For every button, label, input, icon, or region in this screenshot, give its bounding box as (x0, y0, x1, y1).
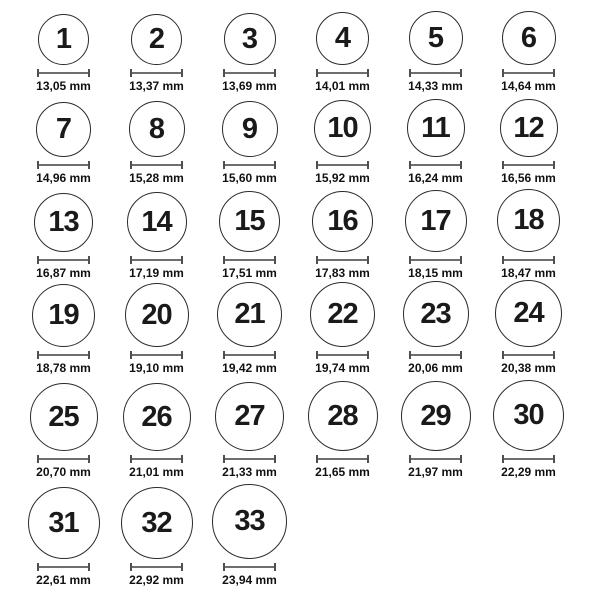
size-item (482, 380, 575, 480)
diameter-label: 20,70 mm (36, 465, 91, 479)
diameter-label: 15,60 mm (222, 171, 277, 185)
diameter-label: 19,10 mm (129, 361, 184, 375)
diameter-dimension-line (409, 256, 462, 264)
diameter-label: 22,29 mm (501, 465, 556, 479)
chart-row (17, 186, 583, 281)
diameter-label: 15,28 mm (129, 171, 184, 185)
diameter-dimension-line (502, 351, 555, 359)
size-number: 8 (148, 112, 165, 145)
size-number: 27 (234, 400, 265, 432)
size-item (110, 383, 203, 480)
diameter-dimension-line (409, 351, 462, 359)
size-circle (312, 191, 373, 252)
size-item (203, 484, 296, 588)
size-item (389, 190, 482, 281)
size-number: 5 (427, 21, 444, 54)
diameter-dimension-line (316, 351, 369, 359)
diameter-dimension-line (130, 161, 183, 169)
diameter-label: 16,24 mm (408, 171, 463, 185)
diameter-dimension-line (37, 161, 90, 169)
size-item (203, 382, 296, 480)
size-item (389, 11, 482, 94)
size-item (389, 381, 482, 480)
diameter-label: 13,37 mm (129, 79, 184, 93)
size-item (17, 284, 110, 376)
size-item (389, 281, 482, 376)
diameter-dimension-line (130, 69, 183, 77)
size-number: 21 (234, 298, 265, 330)
size-item (203, 101, 296, 186)
size-circle (495, 280, 562, 347)
diameter-label: 21,65 mm (315, 465, 370, 479)
diameter-label: 23,94 mm (222, 573, 277, 587)
diameter-dimension-line (316, 69, 369, 77)
diameter-label: 16,87 mm (36, 266, 91, 280)
size-number: 19 (48, 299, 79, 331)
size-number: 4 (334, 22, 351, 54)
chart-row (17, 480, 583, 588)
size-item (203, 191, 296, 281)
diameter-label: 21,33 mm (222, 465, 277, 479)
size-circle (121, 487, 193, 559)
size-item (17, 487, 110, 588)
size-circle (314, 100, 371, 157)
diameter-dimension-line (409, 69, 462, 77)
size-item (296, 381, 389, 480)
size-circle (224, 13, 276, 65)
diameter-dimension-line (316, 455, 369, 463)
diameter-label: 17,51 mm (222, 266, 277, 280)
size-item (482, 189, 575, 281)
diameter-label: 20,06 mm (408, 361, 463, 375)
size-circle (500, 99, 558, 157)
diameter-dimension-line (37, 256, 90, 264)
diameter-dimension-line (316, 256, 369, 264)
size-number: 3 (241, 22, 258, 55)
diameter-label: 15,92 mm (315, 171, 370, 185)
size-number: 9 (241, 112, 258, 145)
size-number: 13 (48, 206, 79, 238)
diameter-label: 13,69 mm (222, 79, 277, 93)
size-circle (222, 101, 278, 157)
size-circle (219, 191, 280, 252)
diameter-dimension-line (37, 563, 90, 571)
diameter-dimension-line (223, 256, 276, 264)
diameter-label: 14,96 mm (36, 171, 91, 185)
diameter-dimension-line (502, 69, 555, 77)
diameter-dimension-line (502, 256, 555, 264)
size-item (389, 99, 482, 186)
diameter-dimension-line (409, 455, 462, 463)
size-circle (32, 284, 95, 347)
size-number: 18 (513, 204, 544, 236)
diameter-dimension-line (130, 256, 183, 264)
size-number: 15 (234, 205, 265, 237)
size-number: 23 (420, 297, 451, 330)
diameter-dimension-line (409, 161, 462, 169)
chart-row (17, 2, 583, 94)
size-circle (36, 102, 91, 157)
diameter-label: 18,47 mm (501, 266, 556, 280)
size-circle (125, 283, 189, 347)
size-circle (28, 487, 100, 559)
size-circle (403, 281, 469, 347)
diameter-dimension-line (130, 455, 183, 463)
size-item (17, 193, 110, 281)
size-item (110, 487, 203, 588)
size-number: 25 (48, 400, 79, 433)
diameter-label: 13,05 mm (36, 79, 91, 93)
size-circle (405, 190, 467, 252)
size-number: 11 (421, 111, 450, 144)
size-item (203, 282, 296, 376)
diameter-label: 14,64 mm (501, 79, 556, 93)
size-circle (502, 11, 556, 65)
size-circle (409, 11, 463, 65)
size-number: 17 (420, 204, 451, 237)
size-circle (131, 14, 182, 65)
size-circle (310, 282, 375, 347)
size-circle (217, 282, 282, 347)
size-circle (308, 381, 378, 451)
size-item (110, 283, 203, 376)
size-number: 1 (55, 23, 72, 55)
diameter-dimension-line (37, 351, 90, 359)
diameter-dimension-line (316, 161, 369, 169)
size-number: 28 (327, 399, 358, 432)
diameter-label: 21,01 mm (129, 465, 184, 479)
chart-row (17, 281, 583, 376)
size-circle (215, 382, 284, 451)
diameter-dimension-line (130, 351, 183, 359)
diameter-label: 19,42 mm (222, 361, 277, 375)
diameter-label: 17,19 mm (129, 266, 184, 280)
diameter-label: 20,38 mm (501, 361, 556, 375)
size-item (203, 13, 296, 94)
diameter-dimension-line (223, 69, 276, 77)
diameter-label: 14,01 mm (315, 79, 370, 93)
size-number: 20 (141, 298, 172, 331)
size-circle (316, 12, 369, 65)
size-circle (34, 193, 93, 252)
diameter-label: 22,61 mm (36, 573, 91, 587)
diameter-dimension-line (223, 455, 276, 463)
size-number: 31 (48, 506, 79, 539)
size-number: 7 (55, 113, 72, 145)
diameter-dimension-line (502, 455, 555, 463)
size-circle (212, 484, 287, 559)
diameter-label: 22,92 mm (129, 573, 184, 587)
chart-row (17, 94, 583, 186)
diameter-dimension-line (37, 69, 90, 77)
diameter-label: 19,74 mm (315, 361, 370, 375)
size-number: 2 (148, 23, 165, 55)
diameter-label: 21,97 mm (408, 465, 463, 479)
diameter-dimension-line (223, 351, 276, 359)
size-item (296, 191, 389, 281)
diameter-dimension-line (223, 161, 276, 169)
size-item (17, 14, 110, 94)
diameter-dimension-line (502, 161, 555, 169)
size-circle (38, 14, 89, 65)
size-circle (407, 99, 465, 157)
size-number: 14 (141, 205, 172, 238)
diameter-label: 17,83 mm (315, 266, 370, 280)
diameter-label: 18,78 mm (36, 361, 91, 375)
size-number: 32 (141, 506, 172, 539)
diameter-dimension-line (37, 455, 90, 463)
size-item (17, 383, 110, 480)
size-item (296, 282, 389, 376)
size-item (296, 100, 389, 186)
size-circle (493, 380, 564, 451)
size-number: 24 (513, 297, 544, 329)
size-item (110, 101, 203, 186)
size-item (17, 102, 110, 186)
size-circle (30, 383, 98, 451)
size-number: 16 (327, 205, 358, 237)
size-number: 22 (327, 298, 358, 330)
size-circle (129, 101, 185, 157)
size-number: 26 (141, 400, 172, 433)
size-circle (127, 192, 187, 252)
size-item (110, 14, 203, 94)
chart-row (17, 376, 583, 480)
size-item (296, 12, 389, 94)
size-item (482, 280, 575, 376)
diameter-dimension-line (130, 563, 183, 571)
diameter-dimension-line (223, 563, 276, 571)
diameter-label: 16,56 mm (501, 171, 556, 185)
size-number: 10 (327, 112, 358, 144)
size-circle (123, 383, 191, 451)
size-number: 12 (513, 111, 544, 144)
diameter-label: 14,33 mm (408, 79, 463, 93)
size-item (482, 11, 575, 94)
diameter-label: 18,15 mm (408, 266, 463, 280)
size-number: 29 (420, 399, 451, 432)
size-number: 6 (520, 21, 537, 54)
size-item (110, 192, 203, 281)
size-number: 30 (513, 399, 544, 431)
size-circle (401, 381, 471, 451)
size-number: 33 (234, 505, 265, 537)
size-circle (497, 189, 560, 252)
size-item (482, 99, 575, 186)
